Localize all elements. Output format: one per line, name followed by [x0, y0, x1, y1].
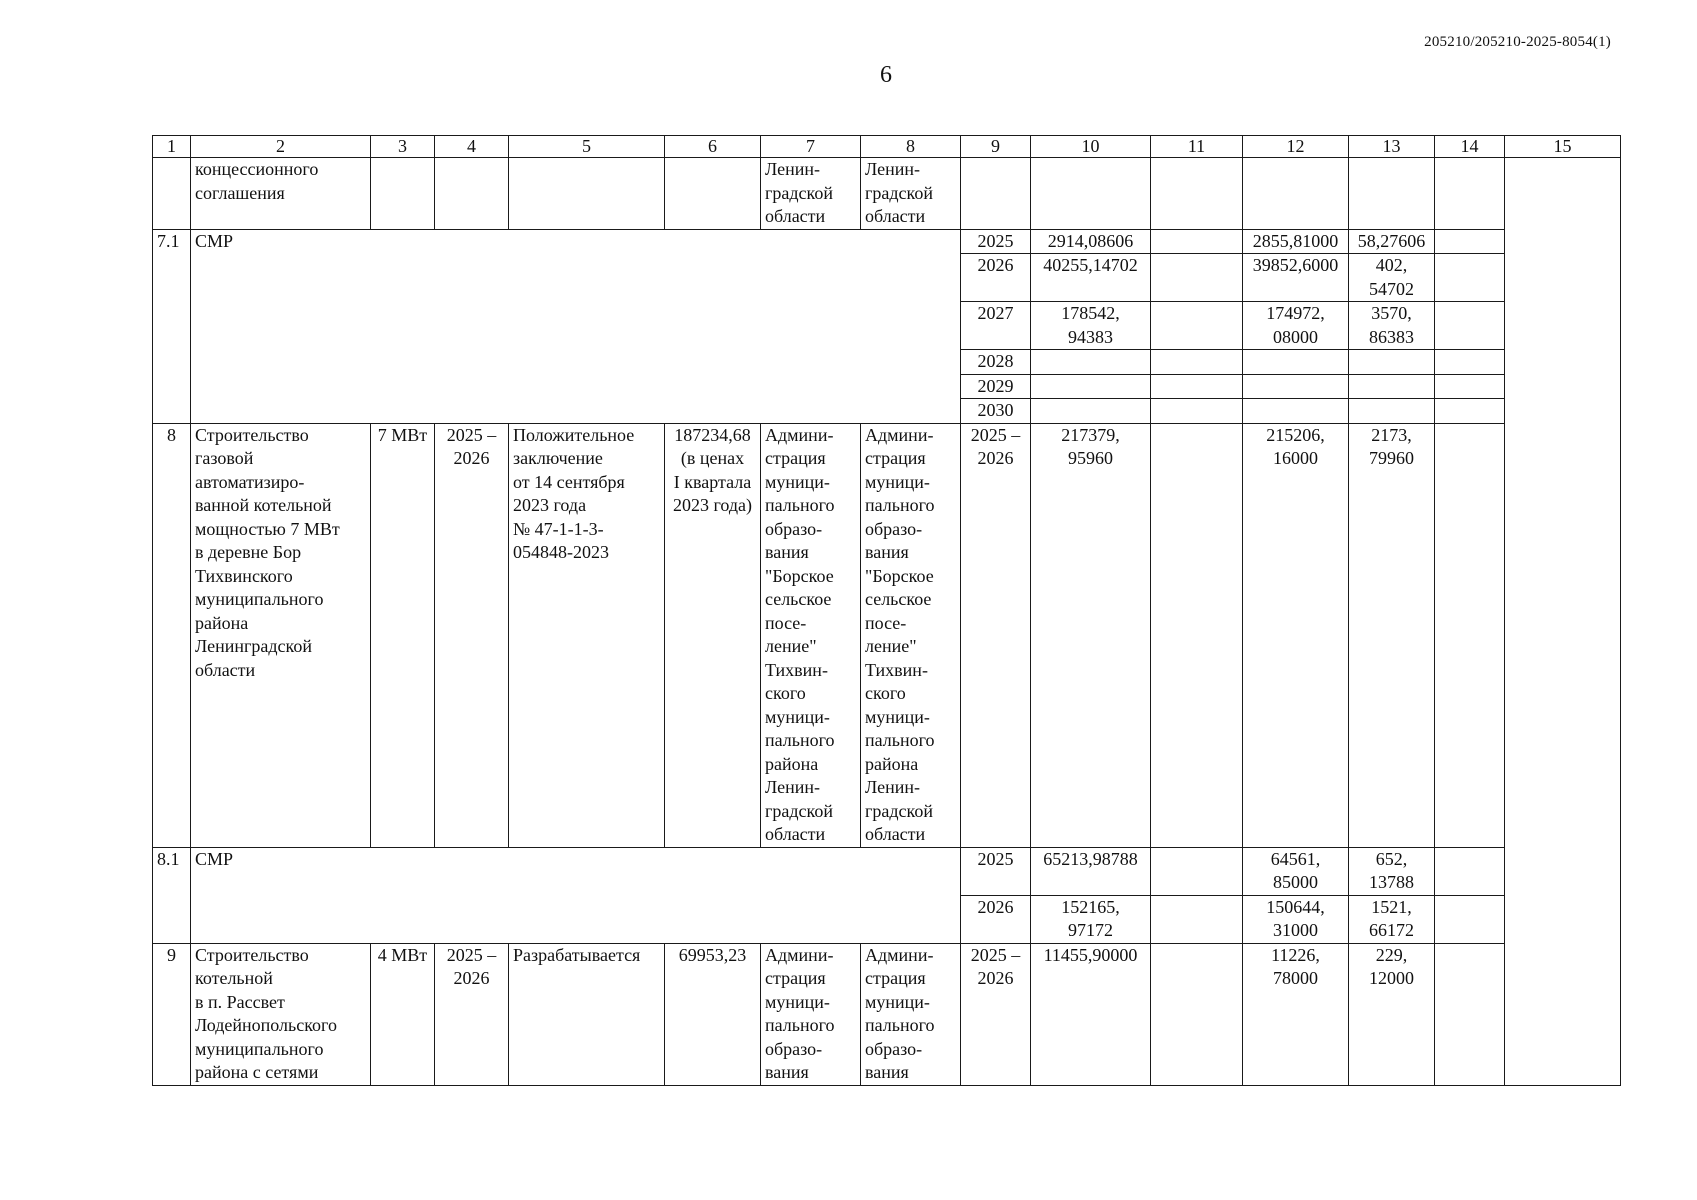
regional-cell: [1349, 374, 1435, 399]
regional-cell: [1349, 350, 1435, 375]
header-cell: 1: [153, 136, 191, 158]
year-cell: 2025: [961, 847, 1031, 895]
regional-cell: 652, 13788: [1349, 847, 1435, 895]
expertise-cell: Разрабатывается: [509, 943, 665, 1085]
project-name-cell: Строительство газовой автоматизиро- ванной котельной мощностью 7 МВт в деревне Бор Тихвинского муниципального района Ленинградской области: [191, 423, 371, 847]
table-row: [153, 423, 1621, 847]
regional-cell: 58,27606: [1349, 229, 1435, 254]
header-cell: 8: [861, 136, 961, 158]
document-id: 205210/205210-2025-8054(1): [1424, 34, 1611, 50]
federal-cell: [1243, 399, 1349, 424]
row-number: 7.1: [153, 229, 191, 423]
year-cell: 2030: [961, 399, 1031, 424]
header-cell: 7: [761, 136, 861, 158]
year-cell: 2027: [961, 302, 1031, 350]
header-cell: 11: [1151, 136, 1243, 158]
investment-table: [152, 135, 1621, 1086]
header-cell: 3: [371, 136, 435, 158]
regional-cell: 3570, 86383: [1349, 302, 1435, 350]
year-cell: 2028: [961, 350, 1031, 375]
power-cell: 7 МВт: [371, 423, 435, 847]
period-cell: 2025 – 2026: [435, 423, 509, 847]
regional-cell: 2173, 79960: [1349, 423, 1435, 847]
expertise-cell: Положительное заключение от 14 сентября 2023 года № 47-1-1-3- 054848-2023: [509, 423, 665, 847]
federal-cell: 11226, 78000: [1243, 943, 1349, 1085]
header-cell: 5: [509, 136, 665, 158]
total-cell: 65213,98788: [1031, 847, 1151, 895]
row-number: 8.1: [153, 847, 191, 943]
federal-cell: [1243, 374, 1349, 399]
cost-cell: 69953,23: [665, 943, 761, 1085]
developer-cell: Админи- страция муници- пального образо- вания: [861, 943, 961, 1085]
customer-cell: Админи- страция муници- пального образо- вания "Борское сельское посе- ление" Тихвин- ского муници- пального района Ленин- градской области: [761, 423, 861, 847]
table-row: [153, 229, 1621, 254]
year-cell: 2026: [961, 254, 1031, 302]
cost-cell: 187234,68 (в ценах I квартала 2023 года): [665, 423, 761, 847]
header-cell: 4: [435, 136, 509, 158]
header-cell: 2: [191, 136, 371, 158]
total-cell: 11455,90000: [1031, 943, 1151, 1085]
regional-cell: 402, 54702: [1349, 254, 1435, 302]
total-cell: [1031, 350, 1151, 375]
total-cell: 40255,14702: [1031, 254, 1151, 302]
year-cell: 2025 – 2026: [961, 423, 1031, 847]
regional-cell: 1521, 66172: [1349, 895, 1435, 943]
total-cell: [1031, 399, 1151, 424]
row-number: 9: [153, 943, 191, 1085]
federal-cell: [1243, 350, 1349, 375]
federal-cell: 174972, 08000: [1243, 302, 1349, 350]
total-cell: 217379, 95960: [1031, 423, 1151, 847]
table-row: [153, 847, 1621, 895]
row-label: СМР: [191, 847, 961, 943]
project-name-cell: концессионного соглашения: [191, 158, 371, 230]
federal-cell: 2855,81000: [1243, 229, 1349, 254]
federal-cell: 39852,6000: [1243, 254, 1349, 302]
customer-cell: Админи- страция муници- пального образо- вания: [761, 943, 861, 1085]
year-cell: 2029: [961, 374, 1031, 399]
federal-cell: 150644, 31000: [1243, 895, 1349, 943]
total-cell: 152165, 97172: [1031, 895, 1151, 943]
header-cell: 15: [1505, 136, 1621, 158]
year-cell: 2025 – 2026: [961, 943, 1031, 1085]
header-cell: 14: [1435, 136, 1505, 158]
row-label: СМР: [191, 229, 961, 423]
total-cell: 2914,08606: [1031, 229, 1151, 254]
project-name-cell: Строительство котельной в п. Рассвет Лодейнопольского муниципального района с сетями: [191, 943, 371, 1085]
header-cell: 9: [961, 136, 1031, 158]
regional-cell: [1349, 399, 1435, 424]
developer-cell: Ленин- градской области: [861, 158, 961, 230]
year-cell: 2025: [961, 229, 1031, 254]
federal-cell: 64561, 85000: [1243, 847, 1349, 895]
header-cell: 10: [1031, 136, 1151, 158]
period-cell: 2025 – 2026: [435, 943, 509, 1085]
row-number: 8: [153, 423, 191, 847]
header-cell: 6: [665, 136, 761, 158]
regional-cell: 229, 12000: [1349, 943, 1435, 1085]
header-cell: 13: [1349, 136, 1435, 158]
federal-cell: 215206, 16000: [1243, 423, 1349, 847]
customer-cell: Ленин- градской области: [761, 158, 861, 230]
total-cell: 178542, 94383: [1031, 302, 1151, 350]
developer-cell: Админи- страция муници- пального образо- вания "Борское сельское посе- ление" Тихвин- ского муници- пального района Ленин- градской области: [861, 423, 961, 847]
table-row: [153, 158, 1621, 230]
power-cell: 4 МВт: [371, 943, 435, 1085]
page-number: 6: [880, 62, 892, 88]
header-cell: 12: [1243, 136, 1349, 158]
empty-column-15: [1505, 158, 1621, 1086]
table-row: [153, 943, 1621, 1085]
total-cell: [1031, 374, 1151, 399]
table-header-row: [153, 136, 1621, 158]
year-cell: 2026: [961, 895, 1031, 943]
